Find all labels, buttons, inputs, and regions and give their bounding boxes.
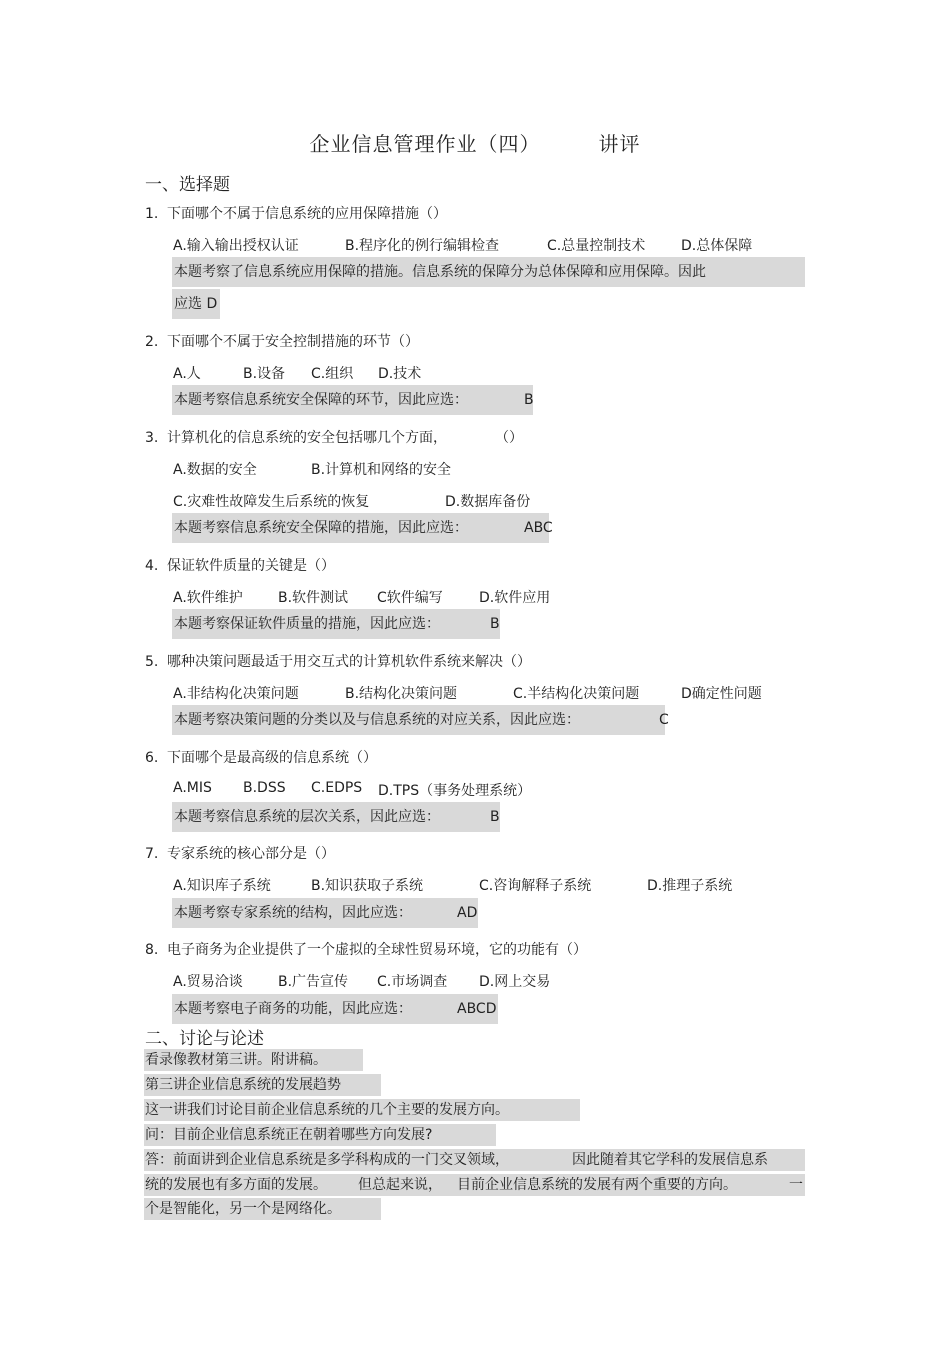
question-3-explanation — [172, 513, 553, 543]
option-c: C.组织 — [311, 366, 354, 382]
question-5-explanation — [172, 705, 669, 735]
answer-value: C — [659, 712, 669, 728]
explanation-text: 本题考察信息系统安全保障的环节，因此应选： — [174, 392, 468, 408]
option-d: D.技术 — [378, 366, 422, 382]
explanation-text: 本题考察决策问题的分类以及与信息系统的对应关系，因此应选： — [174, 712, 580, 728]
question-text: 保证软件质量的关键是（） — [167, 558, 335, 574]
option-b: B.结构化决策问题 — [345, 686, 458, 702]
question-2-stem — [145, 331, 419, 351]
explanation-text: 本题考察信息系统安全保障的措施，因此应选： — [174, 520, 468, 536]
discussion-line-5 — [144, 1149, 805, 1171]
option-c: C.灾难性故障发生后系统的恢复 — [173, 494, 370, 510]
option-d: D.网上交易 — [479, 974, 551, 990]
question-number: 4. — [145, 558, 159, 574]
question-8-explanation — [172, 994, 498, 1024]
discussion-text: 因此随着其它学科的发展信息系 — [572, 1152, 768, 1168]
option-a: A.输入输出授权认证 — [173, 238, 299, 254]
option-c: C.市场调查 — [377, 974, 448, 990]
question-6-explanation — [172, 802, 500, 832]
option-b: B.软件测试 — [278, 590, 349, 606]
option-c: C.咨询解释子系统 — [479, 878, 592, 894]
discussion-text: 答：前面讲到企业信息系统是多学科构成的一门交叉领域， — [145, 1152, 509, 1168]
option-a: A.数据的安全 — [173, 462, 257, 478]
question-number: 7. — [145, 846, 159, 862]
discussion-line-7: 个是智能化，另一个是网络化。 — [144, 1198, 381, 1220]
option-a: A.非结构化决策问题 — [173, 686, 299, 702]
question-text: 下面哪个不属于安全控制措施的环节（） — [167, 334, 419, 350]
discussion-line-4: 问：目前企业信息系统正在朝着哪些方向发展? — [144, 1124, 496, 1146]
question-number: 6. — [145, 750, 159, 766]
option-b: B.设备 — [243, 366, 286, 382]
option-a: A.MIS — [173, 780, 212, 796]
page-title — [0, 128, 950, 157]
option-b: B.计算机和网络的安全 — [311, 462, 452, 478]
explanation-text: 本题考察电子商务的功能，因此应选： — [174, 1001, 412, 1017]
option-a: A.人 — [173, 366, 201, 382]
question-number: 8. — [145, 942, 159, 958]
discussion-line-3: 这一讲我们讨论目前企业信息系统的几个主要的发展方向。 — [144, 1099, 580, 1121]
explanation-text: 本题考察保证软件质量的措施，因此应选： — [174, 616, 440, 632]
option-a: A.知识库子系统 — [173, 878, 271, 894]
question-2-explanation — [172, 385, 533, 415]
question-text: 下面哪个不属于信息系统的应用保障措施（） — [167, 206, 447, 222]
option-c: C.EDPS — [311, 780, 363, 796]
question-5-stem — [145, 651, 531, 671]
section-heading-choice: 一、选择题 — [145, 175, 230, 195]
discussion-line-6 — [144, 1174, 805, 1196]
question-text: 哪种决策问题最适于用交互式的计算机软件系统来解决（） — [167, 654, 531, 670]
question-1-explanation: 本题考察了信息系统应用保障的措施。信息系统的保障分为总体保障和应用保障。因此 — [172, 257, 805, 287]
question-number: 1. — [145, 206, 159, 222]
question-number: 5. — [145, 654, 159, 670]
question-1-stem — [145, 203, 447, 223]
explanation-text: 本题考察信息系统的层次关系，因此应选： — [174, 809, 440, 825]
answer-value: B — [490, 809, 500, 825]
explanation-text: 本题考察专家系统的结构，因此应选： — [174, 905, 412, 921]
title-main: 企业信息管理作业（四） — [309, 132, 541, 156]
option-b: B.DSS — [243, 780, 286, 796]
question-7-stem — [145, 843, 335, 863]
option-d: D.推理子系统 — [647, 878, 733, 894]
answer-value: ABC — [524, 520, 553, 536]
option-a: A.软件维护 — [173, 590, 243, 606]
question-text: 专家系统的核心部分是（） — [167, 846, 335, 862]
option-d: D.TPS（事务处理系统） — [378, 783, 532, 799]
question-6-stem — [145, 747, 377, 767]
option-a: A.贸易洽谈 — [173, 974, 243, 990]
question-text: 电子商务为企业提供了一个虚拟的全球性贸易环境，它的功能有（） — [167, 942, 587, 958]
option-b: B.知识获取子系统 — [311, 878, 424, 894]
option-d: D.数据库备份 — [445, 494, 531, 510]
question-paren: （） — [495, 430, 523, 446]
option-b: B.程序化的例行编辑检查 — [345, 238, 500, 254]
question-number: 3. — [145, 430, 159, 446]
answer-value: B — [490, 616, 500, 632]
answer-value: AD — [457, 905, 478, 921]
question-number: 2. — [145, 334, 159, 350]
answer-value: ABCD — [457, 1001, 497, 1017]
discussion-text: 但总起来说， — [358, 1177, 442, 1193]
option-c: C.半结构化决策问题 — [513, 686, 640, 702]
discussion-text: 统的发展也有多方面的发展。 — [145, 1177, 327, 1193]
question-text: 计算机化的信息系统的安全包括哪几个方面， — [167, 430, 447, 446]
option-d: D确定性问题 — [681, 686, 762, 702]
question-4-stem — [145, 555, 335, 575]
answer-value: B — [524, 392, 534, 408]
question-4-explanation — [172, 609, 500, 639]
section-heading-discussion: 二、讨论与论述 — [145, 1029, 264, 1049]
discussion-line-2: 第三讲企业信息系统的发展趋势 — [144, 1074, 381, 1096]
question-7-explanation — [172, 898, 478, 928]
option-c: C.总量控制技术 — [547, 238, 646, 254]
option-b: B.广告宣传 — [278, 974, 349, 990]
title-suffix: 讲评 — [598, 132, 641, 156]
discussion-line-1: 看录像教材第三讲。附讲稿。 — [144, 1049, 363, 1071]
option-d: D.总体保障 — [681, 238, 753, 254]
question-8-stem — [145, 939, 587, 959]
discussion-text: 目前企业信息系统的发展有两个重要的方向。 — [457, 1177, 737, 1193]
option-c: C软件编写 — [377, 590, 443, 606]
question-text: 下面哪个是最高级的信息系统（） — [167, 750, 377, 766]
discussion-text: 一 — [789, 1177, 803, 1193]
question-3-stem — [145, 427, 523, 447]
option-d: D.软件应用 — [479, 590, 551, 606]
question-1-answer: 应选 D — [172, 289, 220, 319]
